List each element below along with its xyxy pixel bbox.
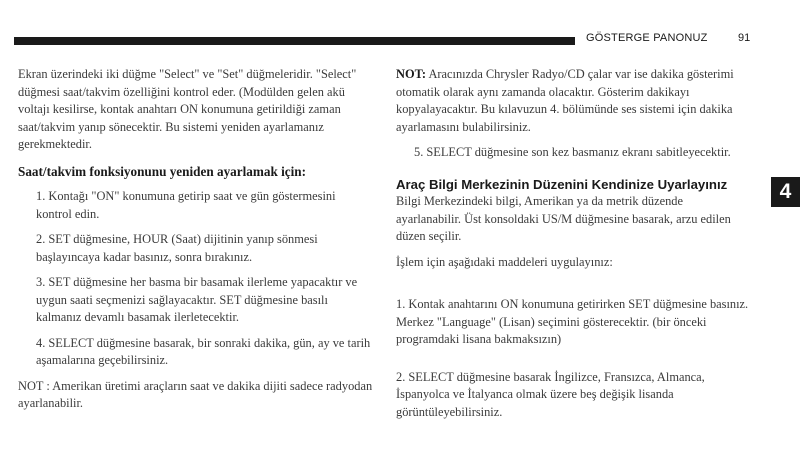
procedure-item-2: 2. SELECT düğmesine basarak İngilizce, Fransızca, Almanca, İspanyolca ve İtalyanca olmak üzere beş değişik lisanda görüntüleyebilirsiniz. bbox=[396, 369, 705, 419]
section-heading-clock: Saat/takvim fonksiyonunu yeniden ayarlamak için: bbox=[18, 163, 306, 179]
procedure-item-1: 1. Kontak anahtarını ON konumuna getirirken SET düğmesine basınız. Merkez "Language" (Lisan) seçimini gösterecektir. (bir önceki programdaki lisana bakmaksızın) bbox=[396, 297, 749, 346]
header-rule bbox=[14, 37, 575, 45]
running-head-title: GÖSTERGE PANONUZ bbox=[586, 32, 708, 44]
step-3: 3. SET düğmesine her basma bir basamak ilerleme yapacaktır ve uygun saati seçmenizi sağlayacaktır. SET düğmesine basılı kalmanız devamlı basamak ilerletecektir. bbox=[36, 275, 358, 324]
info-center-paragraph: Bilgi Merkezindeki bilgi, Amerikan ya da metrik düzende ayarlanabilir. Üst konsoldaki US/M düğmesine basarak, arzu edilen düzen seçilir. bbox=[396, 194, 731, 243]
procedure-intro: İşlem için aşağıdaki maddeleri uygulayınız: bbox=[396, 254, 613, 269]
note-radio bbox=[396, 66, 751, 136]
step-4: 4. SELECT düğmesine basarak, bir sonraki dakika, gün, ay ve tarih aşamalarına geçebilirsiniz. bbox=[36, 335, 371, 367]
page-number: 91 bbox=[738, 32, 751, 44]
left-column bbox=[18, 66, 374, 413]
step-2: 2. SET düğmesine, HOUR (Saat) dijitinin yanıp sönmesi başlayıncaya kadar basınız, sonra bırakınız. bbox=[36, 232, 318, 264]
note-text: Aracınızda Chrysler Radyo/CD çalar var ise dakika gösterimi otomatik olarak aynı zamanda olacaktır. Gösterim dakikayı kopyalayacaktır. Bu kılavuzun 4. bölümünde ses sistemi için dakika ayarlamasını bulabilirsiniz. bbox=[396, 67, 734, 134]
step-1: 1. Kontağı "ON" konumuna getirip saat ve gün göstermesini kontrol edin. bbox=[36, 189, 336, 221]
step-5: 5. SELECT düğmesine son kez basmanız ekranı sabitleyecektir. bbox=[414, 145, 731, 159]
chapter-tab: 4 bbox=[771, 177, 800, 207]
note-us-vehicles: NOT : Amerikan üretimi araçların saat ve dakika dijiti sadece radyodan ayarlanabilir. bbox=[18, 378, 373, 410]
section-heading-info-center: Araç Bilgi Merkezinin Düzenini Kendinize Uyarlayınız bbox=[396, 176, 728, 192]
right-column bbox=[396, 66, 751, 421]
note-label: NOT: bbox=[396, 67, 427, 81]
intro-paragraph: Ekran üzerindeki iki düğme "Select" ve "Set" düğmeleridir. "Select" düğmesi saat/takvim özelliğini kontrol eder. (Modülden gelen akü voltajı kesilirse, kontak anahtarı ON konumuna getirildiği zaman saat/takvim yanıp sönecektir. Bu sistemi yeniden ayarlamanız gerekmektedir. bbox=[18, 67, 357, 151]
